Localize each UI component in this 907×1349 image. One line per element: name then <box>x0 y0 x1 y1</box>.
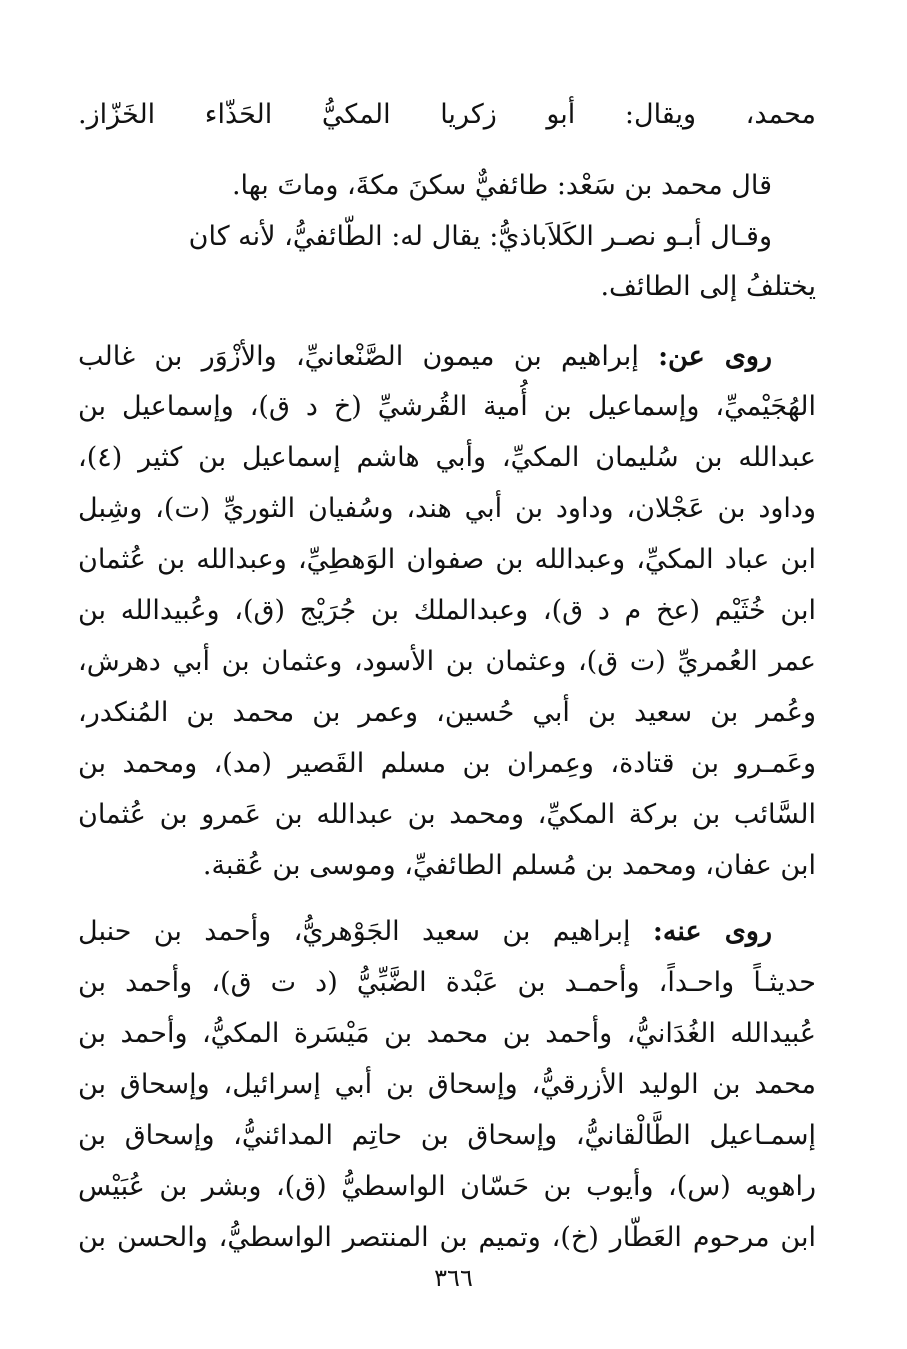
section-label-rawa-an: روى عن: <box>658 341 773 372</box>
text-run: إبراهيم بن سعيد الجَوْهريُّ، وأحمد بن حنبل <box>78 916 631 947</box>
text-line: عمر العُمريِّ (ت ق)، وعثمان بن الأسود، وعثمان بن أبي دهرش، <box>78 646 816 677</box>
text-line: ابن عباد المكيِّ، وعبدالله بن صفوان الوَهطِيِّ، وعبدالله بن عُثمان <box>78 544 816 575</box>
text-line: محمد بن الوليد الأزرقيُّ، وإسحاق بن أبي إسرائيل، وإسحاق بن <box>78 1069 816 1100</box>
text-line: عُبيدالله الغُدَانيُّ، وأحمد بن محمد بن مَيْسَرة المكيُّ، وأحمد بن <box>78 1018 816 1049</box>
text-line: ابن عفان، ومحمد بن مُسلم الطائفيِّ، وموسى بن عُقبة. <box>202 850 816 881</box>
text-line: عبدالله بن سُليمان المكيِّ، وأبي هاشم إسماعيل بن كثير (٤)، <box>78 442 816 473</box>
text-line: وداود بن عَجْلان، وداود بن أبي هند، وسُفيان الثوريِّ (ت)، وشِبل <box>78 493 816 524</box>
text-line: وعُمر بن سعيد بن أبي حُسين، وعمر بن محمد بن المُنكدر، <box>78 697 816 728</box>
text-run: إبراهيم بن ميمون الصَّنْعانيِّ، والأزْوَر بن غالب <box>78 341 639 372</box>
section-label-rawa-anhu: روى عنه: <box>652 916 772 947</box>
text-line: إسمـاعيل الطَّالْقانيُّ، وإسحاق بن حاتِم المدائنيُّ، وإسحاق بن <box>78 1120 816 1151</box>
book-page <box>78 88 816 1268</box>
text-line: وعَمـرو بن قتادة، وعِمران بن مسلم القَصير (مد)، ومحمد بن <box>78 748 816 779</box>
text-line: وقـال أبـو نصـر الكَلاَباذيُّ: يقال له: الطّائفيُّ، لأنه كان <box>188 221 772 252</box>
page-number: ٣٦٦ <box>434 1264 473 1292</box>
paragraph-first-line <box>78 330 772 384</box>
text-line: راهويه (س)، وأيوب بن حَسّان الواسطيُّ (ق)، وبشر بن عُبَيْس <box>78 1171 816 1202</box>
paragraph-first-line <box>78 905 772 959</box>
text-line: ابن مرحوم العَطّار (خ)، وتميم بن المنتصر الواسطيُّ، والحسن بن <box>78 1222 816 1253</box>
text-line: ابن خُثَيْم (عخ م د ق)، وعبدالملك بن جُرَيْج (ق)، وعُبيدالله بن <box>78 595 816 626</box>
text-line: يختلفُ إلى الطائف. <box>600 271 816 302</box>
text-line: قال محمد بن سَعْد: طائفيٌّ سكنَ مكةَ، وماتَ بها. <box>231 170 772 201</box>
text-line: السَّائب بن بركة المكيِّ، ومحمد بن عبدالله بن عَمرو بن عُثمان <box>78 799 816 830</box>
text-line: حديثـاً واحـداً، وأحمـد بن عَبْدة الضَّبِّيُّ (د ت ق)، وأحمد بن <box>78 967 816 998</box>
text-line: الهُجَيْميِّ، وإسماعيل بن أُمية القُرشيِّ (خ د ق)، وإسماعيل بن <box>78 391 816 422</box>
text-line: محمد، ويقال: أبو زكريا المكيُّ الحَذّاء الخَزّاز. <box>78 99 816 130</box>
